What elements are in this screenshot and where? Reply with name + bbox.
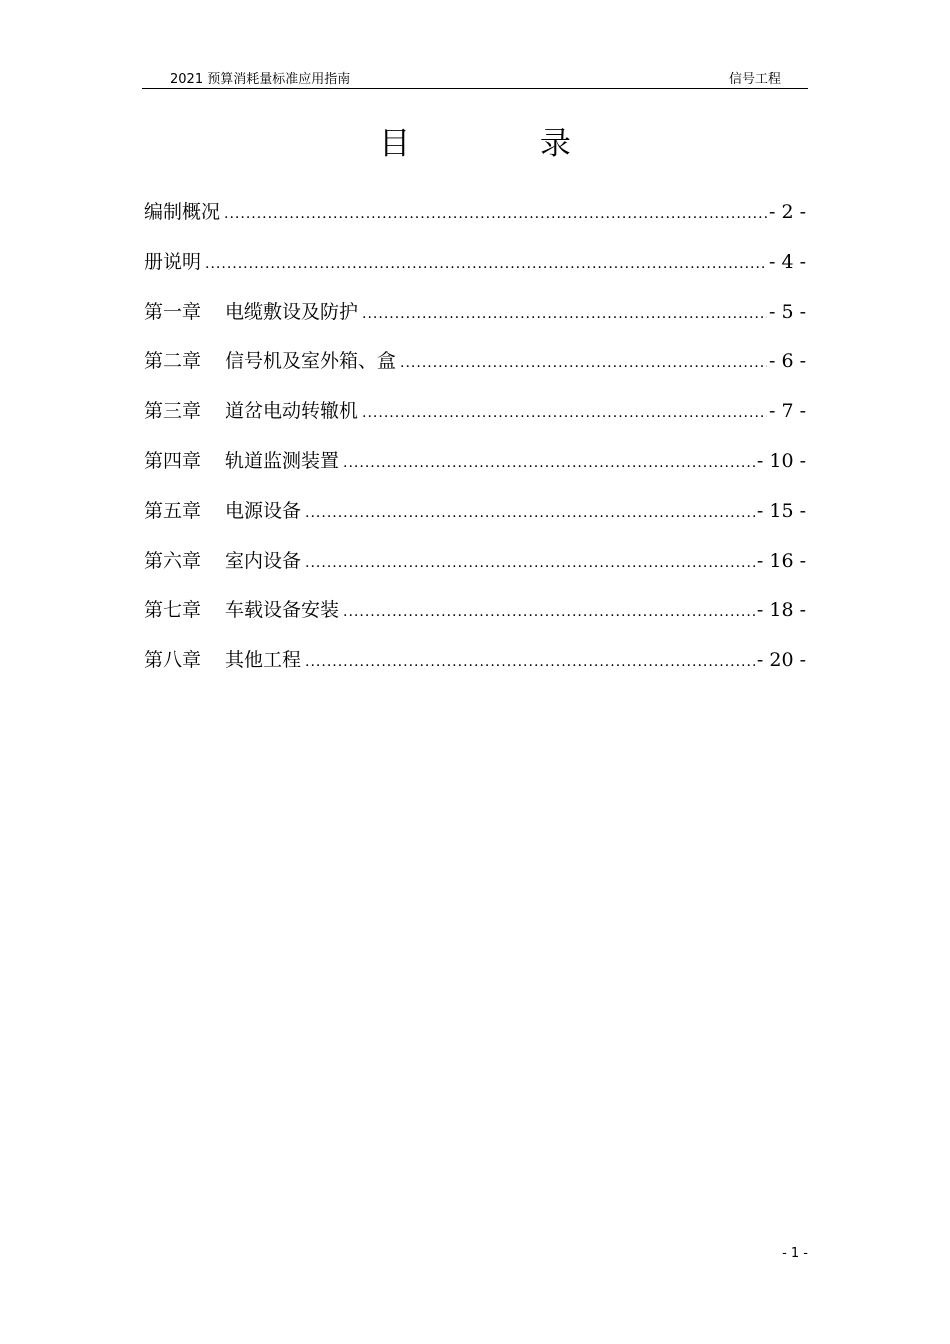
toc-entry-chapter-3[interactable] (144, 396, 806, 446)
toc-entry-page: - 20 - (756, 649, 806, 672)
toc-entry-page: - 4 - (768, 250, 806, 273)
toc-entry-overview[interactable] (144, 197, 806, 247)
toc-entry-label: 车载设备安装 (225, 599, 340, 622)
toc-dot-leader (362, 306, 767, 322)
toc-entry-chapter: 第三章 (144, 400, 202, 423)
toc-entry-label: 册说明 (144, 250, 202, 273)
toc-entry-page: - 6 - (768, 350, 806, 373)
toc-dot-leader (305, 555, 755, 571)
toc-dot-leader (400, 355, 767, 371)
toc-entry-page: - 10 - (756, 449, 806, 472)
header-document-title: 2021 预算消耗量标准应用指南 (170, 72, 351, 87)
toc-entry-label: 其他工程 (225, 649, 302, 672)
toc-entry-page: - 18 - (756, 599, 806, 622)
toc-entry-label: 编制概况 (144, 201, 221, 223)
toc-entry-chapter-6[interactable] (144, 546, 806, 596)
toc-entry-chapter-5[interactable] (144, 496, 806, 546)
header-section-name: 信号工程 (728, 72, 781, 87)
toc-entry-label: 电缆敷设及防护 (225, 300, 359, 323)
toc-entry-chapter: 第二章 (144, 350, 202, 373)
toc-entry-chapter-1[interactable] (144, 297, 806, 347)
toc-entry-chapter: 第六章 (144, 549, 202, 572)
toc-entry-label: 道岔电动转辙机 (225, 400, 359, 423)
toc-entry-chapter-4[interactable] (144, 446, 806, 496)
toc-dot-leader (343, 604, 755, 620)
toc-entry-page: - 7 - (768, 400, 806, 423)
toc-dot-leader (205, 256, 767, 272)
page-header (142, 62, 808, 89)
page-number: - 1 - (782, 1246, 808, 1261)
toc-entry-page: - 2 - (768, 201, 806, 223)
table-of-contents (144, 197, 806, 695)
toc-dot-leader (343, 455, 755, 471)
toc-entry-chapter-8[interactable] (144, 645, 806, 695)
toc-dot-leader (362, 405, 767, 421)
toc-dot-leader (305, 505, 755, 521)
toc-entry-label: 信号机及室外箱、盒 (225, 350, 397, 373)
toc-entry-page: - 16 - (756, 549, 806, 572)
toc-entry-chapter: 第一章 (144, 300, 202, 323)
toc-entry-label: 电源设备 (225, 499, 302, 522)
toc-entry-chapter: 第八章 (144, 649, 202, 672)
toc-entry-chapter-2[interactable] (144, 346, 806, 396)
toc-entry-chapter: 第四章 (144, 449, 202, 472)
toc-entry-volume-notes[interactable] (144, 247, 806, 297)
toc-entry-page: - 15 - (756, 499, 806, 522)
toc-entry-label: 室内设备 (225, 549, 302, 572)
toc-entry-chapter: 第七章 (144, 599, 202, 622)
toc-entry-chapter-7[interactable] (144, 595, 806, 645)
toc-entry-label: 轨道监测装置 (225, 449, 340, 472)
toc-title: 目 录 (379, 126, 631, 162)
toc-dot-leader (305, 654, 755, 670)
toc-entry-page: - 5 - (768, 300, 806, 323)
toc-dot-leader (224, 206, 767, 222)
toc-entry-chapter: 第五章 (144, 499, 202, 522)
